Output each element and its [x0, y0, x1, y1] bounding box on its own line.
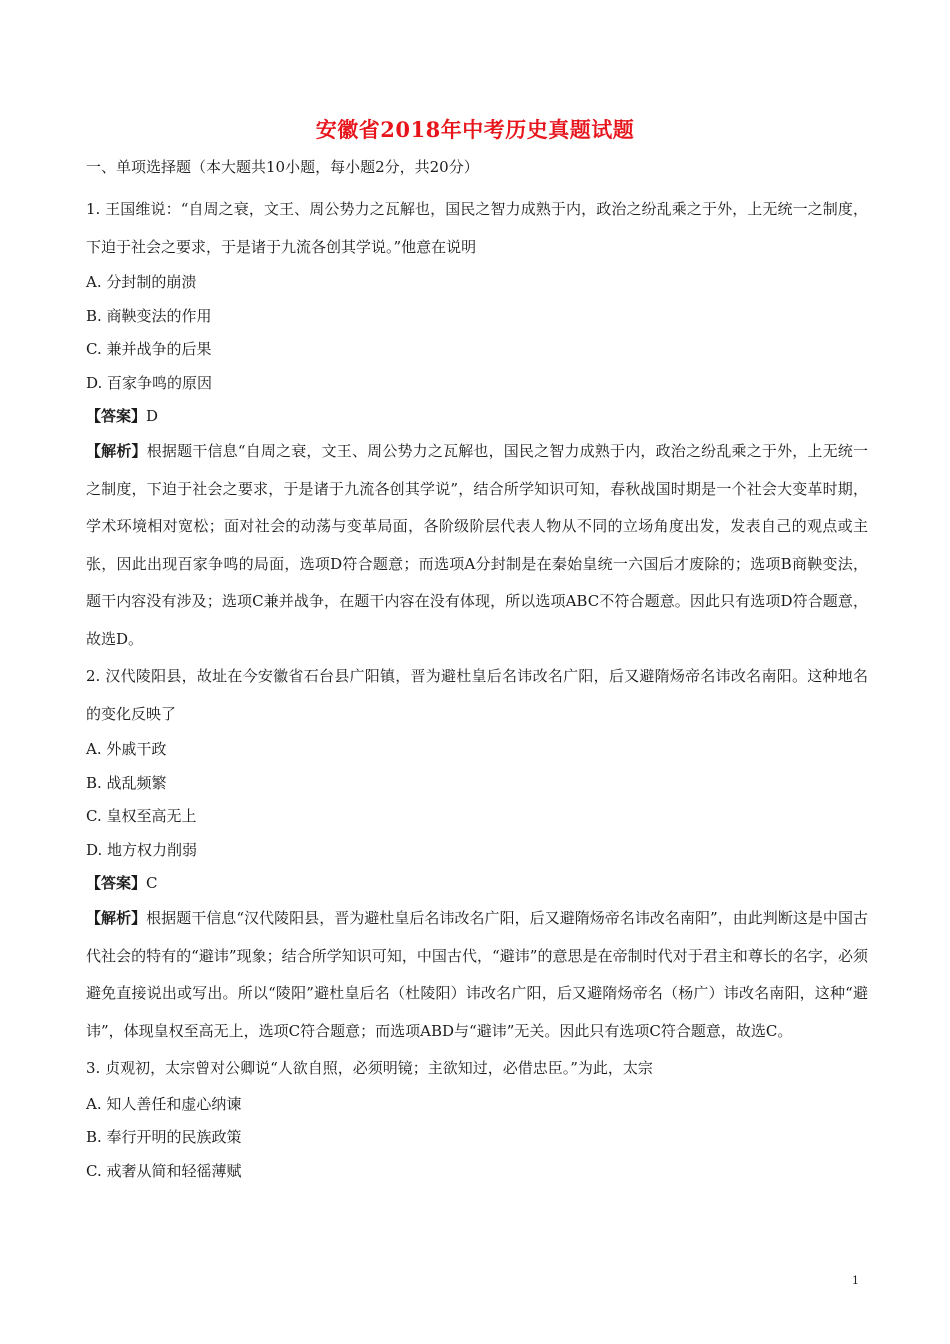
question-2-option-b: B. 战乱频繁: [86, 773, 167, 792]
answer-value: D: [146, 407, 159, 425]
analysis-label: 【解析】: [86, 909, 147, 927]
page-number: 1: [852, 1274, 859, 1287]
question-2-answer: [86, 867, 868, 900]
analysis-label: 【解析】: [86, 442, 147, 460]
section-heading: 一、单项选择题（本大题共10小题，每小题2分，共20分）: [86, 158, 479, 176]
question-1-option-a: A. 分封制的崩溃: [86, 273, 197, 291]
question-1-option-b: B. 商鞅变法的作用: [86, 306, 212, 325]
question-2-option-d: D. 地方权力削弱: [86, 840, 198, 859]
question-2-option-a: A. 外戚干政: [86, 740, 167, 758]
question-2-option-c: C. 皇权至高无上: [86, 807, 197, 825]
question-3-stem: 3. 贞观初，太宗曾对公卿说“人欲自照，必须明镜；主欲知过，必借忠臣。”为此，太宗: [86, 1059, 653, 1077]
question-1-analysis: [86, 433, 868, 658]
page-title: 安徽省2018年中考历史真题试题: [315, 117, 635, 142]
answer-label: 【答案】: [86, 407, 147, 425]
question-3-option-a: A. 知人善任和虚心纳谏: [86, 1094, 242, 1113]
question-2-stem: 2. 汉代陵阳县，故址在今安徽省石台县广阳镇，晋为避杜皇后名讳改名广阳，后又避隋炀帝名讳改名南阳。这种地名的变化反映了: [86, 667, 868, 723]
question-2-analysis: [86, 900, 868, 1050]
document-body: [86, 150, 868, 1188]
question-1-answer: [86, 400, 868, 433]
question-1-option-c: C. 兼并战争的后果: [86, 340, 212, 358]
answer-label: 【答案】: [86, 874, 147, 892]
question-3-option-c: C. 戒奢从简和轻徭薄赋: [86, 1161, 242, 1180]
question-3-option-b: B. 奉行开明的民族政策: [86, 1128, 242, 1146]
analysis-text: 根据题干信息“自周之衰，文王、周公势力之瓦解也，国民之智力成熟于内，政治之纷乱乘之于外，上无统一之制度，下迫于社会之要求，于是诸于九流各创其学说”，结合所学知识可知，春秋战国时期是一个社会大变革时期，学术环境相对宽松；面对社会的动荡与变革局面，各阶级阶层代表人物从不同的立场角度出发，发表自己的观点或主张，因此出现百家争鸣的局面，选项D符合题意；而选项A分封制是在秦始皇统一六国后才废除的；选项B商鞅变法，题干内容没有涉及；选项C兼并战争，在题干内容在没有体现，所以选项ABC不符合题意。因此只有选项D符合题意，故选D。: [86, 442, 868, 648]
question-1-stem: 1. 王国维说：“自周之衰，文王、周公势力之瓦解也，国民之智力成熟于内，政治之纷乱乘之于外，上无统一之制度，下迫于社会之要求，于是诸于九流各创其学说。”他意在说明: [86, 200, 868, 256]
answer-value: C: [146, 874, 158, 892]
question-1-option-d: D. 百家争鸣的原因: [86, 373, 213, 392]
analysis-text: 根据题干信息“汉代陵阳县，晋为避杜皇后名讳改名广阳，后又避隋炀帝名讳改名南阳”，由此判断这是中国古代社会的特有的“避讳”现象；结合所学知识可知，中国古代，“避讳”的意思是在帝制时代对于君主和尊长的名字，必须避免直接说出或写出。所以“陵阳”避杜皇后名（杜陵阳）讳改名广阳，后又避隋炀帝名（杨广）讳改名南阳，这种“避讳”，体现皇权至高无上，选项C符合题意；而选项ABD与“避讳”无关。因此只有选项C符合题意，故选C。: [86, 909, 868, 1040]
